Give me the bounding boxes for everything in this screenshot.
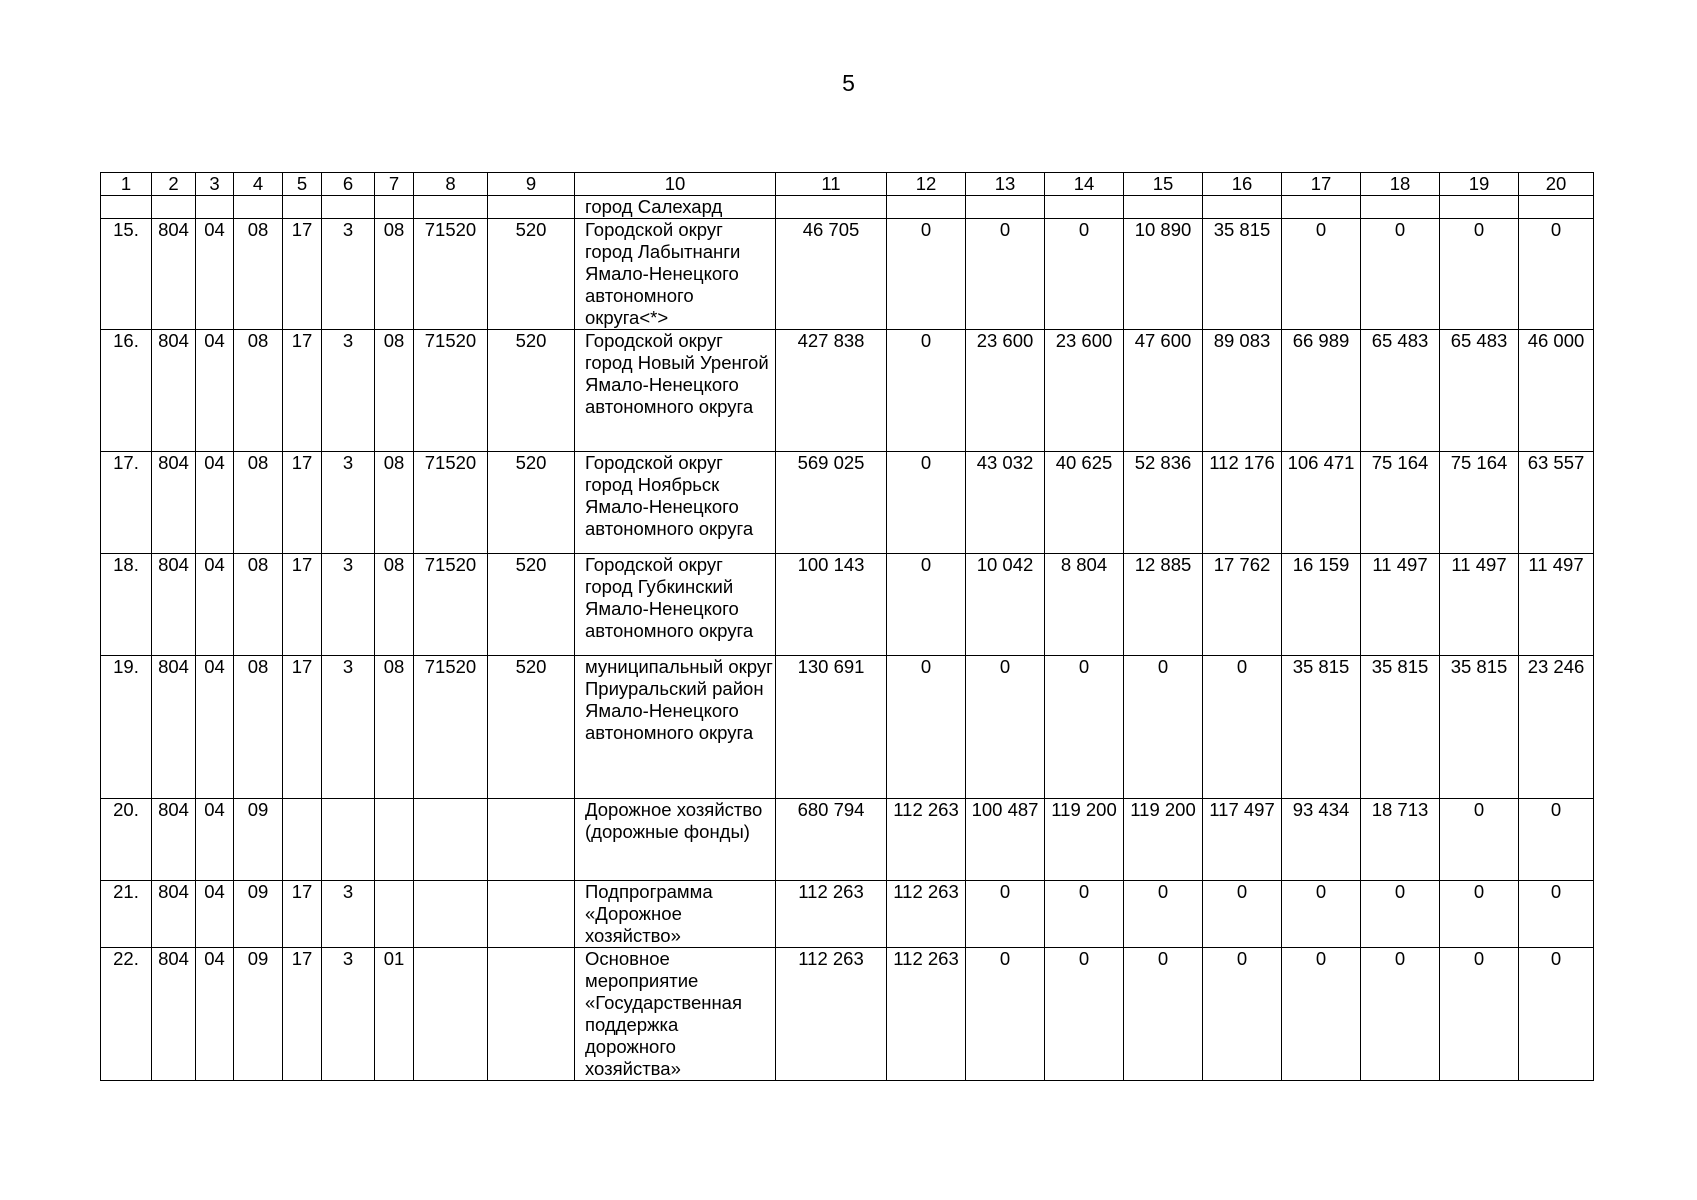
amount-cell: 11 497 <box>1519 554 1594 656</box>
code-cell: 3 <box>322 948 375 1081</box>
code-cell: 09 <box>234 948 283 1081</box>
column-header-10: 10 <box>575 173 776 196</box>
code-cell: 01 <box>375 948 414 1081</box>
amount-cell: 0 <box>1361 219 1440 330</box>
amount-cell: 0 <box>1519 881 1594 948</box>
code-cell: 08 <box>375 554 414 656</box>
row-number-cell: 19. <box>101 656 152 799</box>
column-header-1: 1 <box>101 173 152 196</box>
amount-cell: 0 <box>887 452 966 554</box>
code-cell: 04 <box>196 799 234 881</box>
amount-cell: 35 815 <box>1282 656 1361 799</box>
code-cell: 04 <box>196 219 234 330</box>
amount-cell: 0 <box>966 219 1045 330</box>
code-cell: 71520 <box>414 330 488 452</box>
row-number-cell: 20. <box>101 799 152 881</box>
amount-cell: 117 497 <box>1203 799 1282 881</box>
amount-cell: 16 159 <box>1282 554 1361 656</box>
column-header-15: 15 <box>1124 173 1203 196</box>
amount-cell: 43 032 <box>966 452 1045 554</box>
amount-cell: 569 025 <box>776 452 887 554</box>
code-cell <box>283 196 322 219</box>
table-row <box>101 656 1594 799</box>
table-row <box>101 330 1594 452</box>
amount-cell: 8 804 <box>1045 554 1124 656</box>
code-cell: 08 <box>234 330 283 452</box>
code-cell: 08 <box>234 219 283 330</box>
column-header-8: 8 <box>414 173 488 196</box>
amount-cell: 35 815 <box>1361 656 1440 799</box>
code-cell: 3 <box>322 452 375 554</box>
row-name-cell: Подпрограмма «Дорожное хозяйство» <box>575 881 776 948</box>
column-header-19: 19 <box>1440 173 1519 196</box>
amount-cell: 0 <box>1440 219 1519 330</box>
row-number-cell: 22. <box>101 948 152 1081</box>
row-number-cell: 21. <box>101 881 152 948</box>
amount-cell: 10 890 <box>1124 219 1203 330</box>
amount-cell: 112 263 <box>776 881 887 948</box>
code-cell: 804 <box>152 554 196 656</box>
code-cell <box>414 196 488 219</box>
row-number-cell <box>101 196 152 219</box>
amount-cell: 0 <box>1203 656 1282 799</box>
code-cell <box>414 799 488 881</box>
amount-cell: 11 497 <box>1361 554 1440 656</box>
code-cell: 520 <box>488 554 575 656</box>
code-cell <box>152 196 196 219</box>
amount-cell: 75 164 <box>1440 452 1519 554</box>
code-cell: 804 <box>152 219 196 330</box>
column-header-14: 14 <box>1045 173 1124 196</box>
table-row <box>101 881 1594 948</box>
code-cell: 04 <box>196 452 234 554</box>
amount-cell: 130 691 <box>776 656 887 799</box>
code-cell: 3 <box>322 554 375 656</box>
amount-cell: 0 <box>1045 948 1124 1081</box>
code-cell: 17 <box>283 948 322 1081</box>
table-row <box>101 948 1594 1081</box>
code-cell: 520 <box>488 219 575 330</box>
amount-cell: 0 <box>1440 881 1519 948</box>
table-row <box>101 196 1594 219</box>
amount-cell: 0 <box>1124 881 1203 948</box>
amount-cell <box>1203 196 1282 219</box>
amount-cell: 100 143 <box>776 554 887 656</box>
table-row <box>101 219 1594 330</box>
amount-cell: 66 989 <box>1282 330 1361 452</box>
amount-cell: 18 713 <box>1361 799 1440 881</box>
code-cell <box>488 799 575 881</box>
column-header-7: 7 <box>375 173 414 196</box>
amount-cell: 119 200 <box>1124 799 1203 881</box>
column-header-18: 18 <box>1361 173 1440 196</box>
amount-cell: 0 <box>887 656 966 799</box>
amount-cell <box>966 196 1045 219</box>
amount-cell: 40 625 <box>1045 452 1124 554</box>
amount-cell: 680 794 <box>776 799 887 881</box>
code-cell: 09 <box>234 881 283 948</box>
code-cell: 08 <box>375 330 414 452</box>
code-cell: 04 <box>196 656 234 799</box>
row-name-cell: муниципальный округ Приуральский район Ямало-Ненецкого автономного округа <box>575 656 776 799</box>
amount-cell: 0 <box>1361 948 1440 1081</box>
amount-cell: 0 <box>966 656 1045 799</box>
code-cell: 04 <box>196 330 234 452</box>
amount-cell: 0 <box>1282 948 1361 1081</box>
column-header-11: 11 <box>776 173 887 196</box>
column-header-9: 9 <box>488 173 575 196</box>
code-cell: 71520 <box>414 452 488 554</box>
amount-cell: 0 <box>1282 219 1361 330</box>
column-header-13: 13 <box>966 173 1045 196</box>
code-cell <box>414 948 488 1081</box>
amount-cell: 112 263 <box>776 948 887 1081</box>
amount-cell: 0 <box>1124 948 1203 1081</box>
column-header-5: 5 <box>283 173 322 196</box>
amount-cell: 17 762 <box>1203 554 1282 656</box>
code-cell: 804 <box>152 799 196 881</box>
amount-cell: 65 483 <box>1361 330 1440 452</box>
amount-cell: 0 <box>1203 948 1282 1081</box>
code-cell: 08 <box>375 219 414 330</box>
code-cell <box>322 196 375 219</box>
amount-cell: 0 <box>966 948 1045 1081</box>
code-cell <box>414 881 488 948</box>
amount-cell: 12 885 <box>1124 554 1203 656</box>
amount-cell: 46 000 <box>1519 330 1594 452</box>
code-cell: 08 <box>375 656 414 799</box>
row-name-cell: Городской округ город Новый Уренгой Ямало-Ненецкого автономного округа <box>575 330 776 452</box>
amount-cell: 0 <box>887 219 966 330</box>
code-cell: 3 <box>322 656 375 799</box>
code-cell: 08 <box>234 452 283 554</box>
amount-cell <box>1124 196 1203 219</box>
code-cell <box>488 196 575 219</box>
amount-cell <box>887 196 966 219</box>
code-cell: 08 <box>234 656 283 799</box>
code-cell: 17 <box>283 881 322 948</box>
amount-cell: 0 <box>1519 219 1594 330</box>
column-header-6: 6 <box>322 173 375 196</box>
page-number: 5 <box>842 70 855 96</box>
amount-cell: 23 246 <box>1519 656 1594 799</box>
amount-cell: 35 815 <box>1440 656 1519 799</box>
amount-cell: 112 176 <box>1203 452 1282 554</box>
code-cell <box>283 799 322 881</box>
code-cell <box>375 799 414 881</box>
row-number-cell: 15. <box>101 219 152 330</box>
amount-cell: 0 <box>1282 881 1361 948</box>
amount-cell: 23 600 <box>1045 330 1124 452</box>
header-row <box>101 173 1594 196</box>
amount-cell: 0 <box>1203 881 1282 948</box>
code-cell: 520 <box>488 330 575 452</box>
code-cell: 04 <box>196 948 234 1081</box>
code-cell: 3 <box>322 330 375 452</box>
code-cell: 17 <box>283 219 322 330</box>
code-cell: 520 <box>488 452 575 554</box>
code-cell: 04 <box>196 554 234 656</box>
code-cell: 08 <box>375 452 414 554</box>
row-number-cell: 18. <box>101 554 152 656</box>
amount-cell <box>776 196 887 219</box>
amount-cell <box>1045 196 1124 219</box>
amount-cell: 0 <box>887 330 966 452</box>
code-cell: 71520 <box>414 554 488 656</box>
amount-cell: 0 <box>1045 656 1124 799</box>
code-cell <box>375 196 414 219</box>
amount-cell: 47 600 <box>1124 330 1203 452</box>
amount-cell: 0 <box>1519 948 1594 1081</box>
code-cell: 04 <box>196 881 234 948</box>
code-cell: 804 <box>152 452 196 554</box>
amount-cell: 0 <box>1440 799 1519 881</box>
code-cell <box>322 799 375 881</box>
amount-cell: 52 836 <box>1124 452 1203 554</box>
amount-cell: 0 <box>1124 656 1203 799</box>
code-cell <box>488 881 575 948</box>
amount-cell: 63 557 <box>1519 452 1594 554</box>
code-cell <box>375 881 414 948</box>
amount-cell: 0 <box>1519 799 1594 881</box>
amount-cell: 0 <box>1045 881 1124 948</box>
amount-cell: 0 <box>1440 948 1519 1081</box>
amount-cell: 427 838 <box>776 330 887 452</box>
code-cell: 17 <box>283 554 322 656</box>
code-cell <box>488 948 575 1081</box>
amount-cell: 112 263 <box>887 799 966 881</box>
code-cell: 804 <box>152 656 196 799</box>
code-cell: 09 <box>234 799 283 881</box>
code-cell: 520 <box>488 656 575 799</box>
amount-cell: 0 <box>1361 881 1440 948</box>
row-name-cell: Городской округ город Лабытнанги Ямало-Ненецкого автономного округа<*> <box>575 219 776 330</box>
code-cell: 804 <box>152 881 196 948</box>
amount-cell: 0 <box>966 881 1045 948</box>
code-cell: 17 <box>283 656 322 799</box>
code-cell <box>196 196 234 219</box>
amount-cell: 0 <box>1045 219 1124 330</box>
amount-cell: 112 263 <box>887 948 966 1081</box>
amount-cell: 100 487 <box>966 799 1045 881</box>
budget-table <box>100 172 1594 1081</box>
column-header-20: 20 <box>1519 173 1594 196</box>
row-number-cell: 16. <box>101 330 152 452</box>
table-row <box>101 799 1594 881</box>
row-number-cell: 17. <box>101 452 152 554</box>
code-cell <box>234 196 283 219</box>
code-cell: 08 <box>234 554 283 656</box>
amount-cell: 11 497 <box>1440 554 1519 656</box>
amount-cell: 0 <box>887 554 966 656</box>
row-name-cell: город Салехард <box>575 196 776 219</box>
table-body <box>101 196 1594 1081</box>
amount-cell: 10 042 <box>966 554 1045 656</box>
row-name-cell: Основное мероприятие «Государственная поддержка дорожного хозяйства» <box>575 948 776 1081</box>
amount-cell: 119 200 <box>1045 799 1124 881</box>
column-header-4: 4 <box>234 173 283 196</box>
column-header-2: 2 <box>152 173 196 196</box>
column-header-16: 16 <box>1203 173 1282 196</box>
amount-cell: 93 434 <box>1282 799 1361 881</box>
amount-cell: 112 263 <box>887 881 966 948</box>
row-name-cell: Дорожное хозяйство (дорожные фонды) <box>575 799 776 881</box>
amount-cell: 106 471 <box>1282 452 1361 554</box>
table-header <box>101 173 1594 196</box>
amount-cell: 46 705 <box>776 219 887 330</box>
table-row <box>101 452 1594 554</box>
column-header-17: 17 <box>1282 173 1361 196</box>
code-cell: 71520 <box>414 219 488 330</box>
code-cell: 17 <box>283 452 322 554</box>
code-cell: 17 <box>283 330 322 452</box>
code-cell: 804 <box>152 330 196 452</box>
amount-cell: 23 600 <box>966 330 1045 452</box>
amount-cell <box>1361 196 1440 219</box>
column-header-12: 12 <box>887 173 966 196</box>
code-cell: 3 <box>322 881 375 948</box>
code-cell: 804 <box>152 948 196 1081</box>
code-cell: 3 <box>322 219 375 330</box>
amount-cell: 35 815 <box>1203 219 1282 330</box>
table-row <box>101 554 1594 656</box>
amount-cell <box>1440 196 1519 219</box>
column-header-3: 3 <box>196 173 234 196</box>
amount-cell <box>1519 196 1594 219</box>
amount-cell: 89 083 <box>1203 330 1282 452</box>
amount-cell <box>1282 196 1361 219</box>
amount-cell: 75 164 <box>1361 452 1440 554</box>
code-cell: 71520 <box>414 656 488 799</box>
row-name-cell: Городской округ город Губкинский Ямало-Ненецкого автономного округа <box>575 554 776 656</box>
row-name-cell: Городской округ город Ноябрьск Ямало-Ненецкого автономного округа <box>575 452 776 554</box>
amount-cell: 65 483 <box>1440 330 1519 452</box>
